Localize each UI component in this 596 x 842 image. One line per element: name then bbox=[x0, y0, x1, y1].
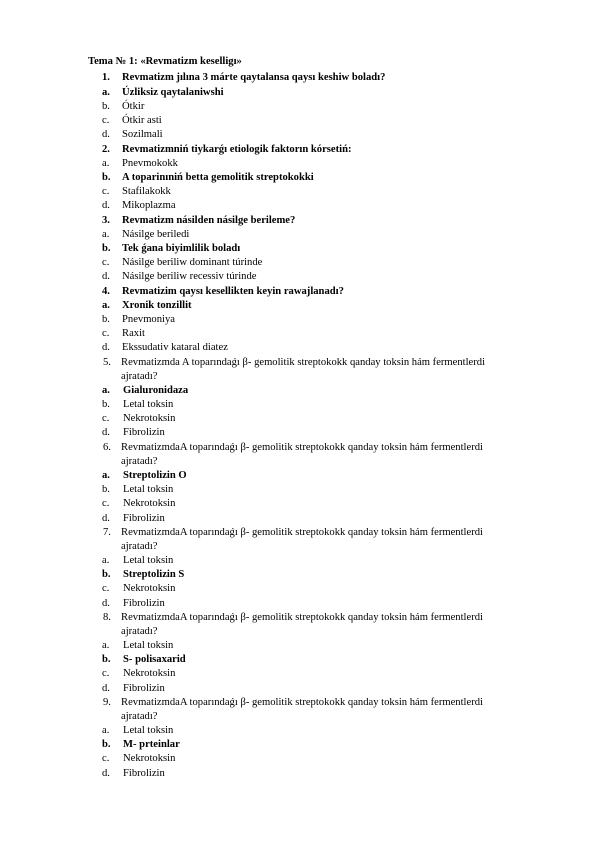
option-letter: a. bbox=[102, 555, 110, 566]
option-text: Ótkir asti bbox=[122, 115, 162, 126]
option-letter: a. bbox=[102, 87, 110, 98]
option-text: Ótkir bbox=[122, 101, 145, 112]
option-letter: d. bbox=[102, 768, 110, 779]
option-text: Fibrolizin bbox=[123, 598, 165, 609]
option-letter: d. bbox=[102, 342, 110, 353]
question-text-continued: ajratadı? bbox=[121, 626, 158, 637]
option-letter: b. bbox=[102, 172, 111, 183]
option-text: Mikoplazma bbox=[122, 200, 176, 211]
option-letter: a. bbox=[102, 725, 110, 736]
option-letter: a. bbox=[102, 158, 110, 169]
question-text: Revmatizmniń tiykarǵı etiologik faktorın kórsetiń: bbox=[122, 144, 352, 155]
question-number: 3. bbox=[102, 215, 110, 226]
question-number: 9. bbox=[103, 697, 111, 708]
question-text-continued: ajratadı? bbox=[121, 456, 158, 467]
question-text: RevmatizmdaA toparındaǵı β- gemolitik streptokokk qanday toksin hám fermentlerdi bbox=[121, 697, 483, 708]
option-text: Nekrotoksin bbox=[123, 753, 176, 764]
option-letter: a. bbox=[102, 385, 110, 396]
option-letter: b. bbox=[102, 569, 111, 580]
option-text: Letal toksin bbox=[123, 555, 174, 566]
option-text: Streptolizin S bbox=[123, 569, 185, 580]
question-text: RevmatizmdaA toparındaǵı β- gemolitik streptokokk qanday toksin hám fermentlerdi bbox=[121, 527, 483, 538]
option-text: Fibrolizin bbox=[123, 513, 165, 524]
question-text: RevmatizmdaA toparındaǵı β- gemolitik streptokokk qanday toksin hám fermentlerdi bbox=[121, 612, 483, 623]
option-text: Pnevmokokk bbox=[122, 158, 178, 169]
question-number: 2. bbox=[102, 144, 110, 155]
option-letter: d. bbox=[102, 427, 110, 438]
option-letter: c. bbox=[102, 498, 110, 509]
question-text: Revmatizim qaysı kesellikten keyin rawajlanadı? bbox=[122, 286, 344, 297]
option-text: Fibrolizin bbox=[123, 427, 165, 438]
option-letter: d. bbox=[102, 683, 110, 694]
question-text-continued: ajratadı? bbox=[121, 371, 158, 382]
option-text: Fibrolizin bbox=[123, 683, 165, 694]
question-text: RevmatizmdaA toparındaǵı β- gemolitik streptokokk qanday toksin hám fermentlerdi bbox=[121, 442, 483, 453]
option-letter: c. bbox=[102, 753, 110, 764]
option-text: Násilge beriledi bbox=[122, 229, 190, 240]
option-text: Násilge beriliw dominant túrinde bbox=[122, 257, 263, 268]
option-text: Tek ǵana biyimlilik boladı bbox=[122, 243, 241, 254]
option-text: Raxit bbox=[122, 328, 145, 339]
question-number: 1. bbox=[102, 72, 110, 83]
option-text: Nekrotoksin bbox=[123, 583, 176, 594]
option-letter: d. bbox=[102, 200, 110, 211]
option-text: Letal toksin bbox=[123, 725, 174, 736]
option-text: Násilge beriliw recessiv túrinde bbox=[122, 271, 257, 282]
option-text: Fibrolizin bbox=[123, 768, 165, 779]
question-text: Revmatizm násilden násilge berileme? bbox=[122, 215, 296, 226]
option-letter: c. bbox=[102, 583, 110, 594]
question-text-continued: ajratadı? bbox=[121, 541, 158, 552]
option-letter: c. bbox=[102, 413, 110, 424]
option-text: S- polisaxarid bbox=[123, 654, 186, 665]
question-text: Revmatizmda A toparındaǵı β- gemolitik streptokokk qanday toksin hám fermentlerdi bbox=[121, 357, 486, 368]
option-text: Streptolizin O bbox=[123, 470, 187, 481]
question-number: 5. bbox=[103, 357, 111, 368]
option-letter: b. bbox=[102, 399, 110, 410]
option-letter: c. bbox=[102, 668, 110, 679]
option-letter: a. bbox=[102, 229, 110, 240]
option-letter: a. bbox=[102, 640, 110, 651]
option-text: Letal toksin bbox=[123, 399, 174, 410]
option-letter: b. bbox=[102, 243, 111, 254]
option-letter: d. bbox=[102, 271, 110, 282]
option-text: Nekrotoksin bbox=[123, 668, 176, 679]
option-text: Xronik tonzillit bbox=[122, 300, 192, 311]
question-number: 6. bbox=[103, 442, 111, 453]
option-text: Gialuronidaza bbox=[123, 385, 189, 396]
option-letter: c. bbox=[102, 115, 110, 126]
option-text: Sozilmali bbox=[122, 129, 163, 140]
option-letter: b. bbox=[102, 484, 110, 495]
question-number: 8. bbox=[103, 612, 111, 623]
option-text: Letal toksin bbox=[123, 484, 174, 495]
option-letter: a. bbox=[102, 300, 110, 311]
option-text: Nekrotoksin bbox=[123, 498, 176, 509]
question-text: Revmatizm jılına 3 márte qaytalansa qaysı keshiw boladı? bbox=[122, 72, 386, 83]
question-number: 7. bbox=[103, 527, 111, 538]
option-text: Stafilakokk bbox=[122, 186, 171, 197]
option-letter: b. bbox=[102, 654, 111, 665]
option-text: Pnevmoniya bbox=[122, 314, 175, 325]
option-letter: d. bbox=[102, 129, 110, 140]
option-letter: b. bbox=[102, 739, 111, 750]
option-letter: d. bbox=[102, 513, 110, 524]
option-letter: b. bbox=[102, 314, 110, 325]
option-letter: c. bbox=[102, 328, 110, 339]
question-number: 4. bbox=[102, 286, 110, 297]
question-text-continued: ajratadı? bbox=[121, 711, 158, 722]
page-title: Tema № 1: «Revmatizm keselligı» bbox=[88, 56, 242, 67]
option-text: A toparinıniń betta gemolitik streptokokki bbox=[122, 172, 314, 183]
option-text: Letal toksin bbox=[123, 640, 174, 651]
option-text: M- prteinlar bbox=[123, 739, 180, 750]
option-text: Nekrotoksin bbox=[123, 413, 176, 424]
option-letter: b. bbox=[102, 101, 110, 112]
option-text: Ekssudativ kataral diatez bbox=[122, 342, 228, 353]
option-text: Úzliksiz qaytalaniwshi bbox=[122, 87, 224, 98]
option-letter: a. bbox=[102, 470, 110, 481]
option-letter: c. bbox=[102, 186, 110, 197]
option-letter: d. bbox=[102, 598, 110, 609]
option-letter: c. bbox=[102, 257, 110, 268]
